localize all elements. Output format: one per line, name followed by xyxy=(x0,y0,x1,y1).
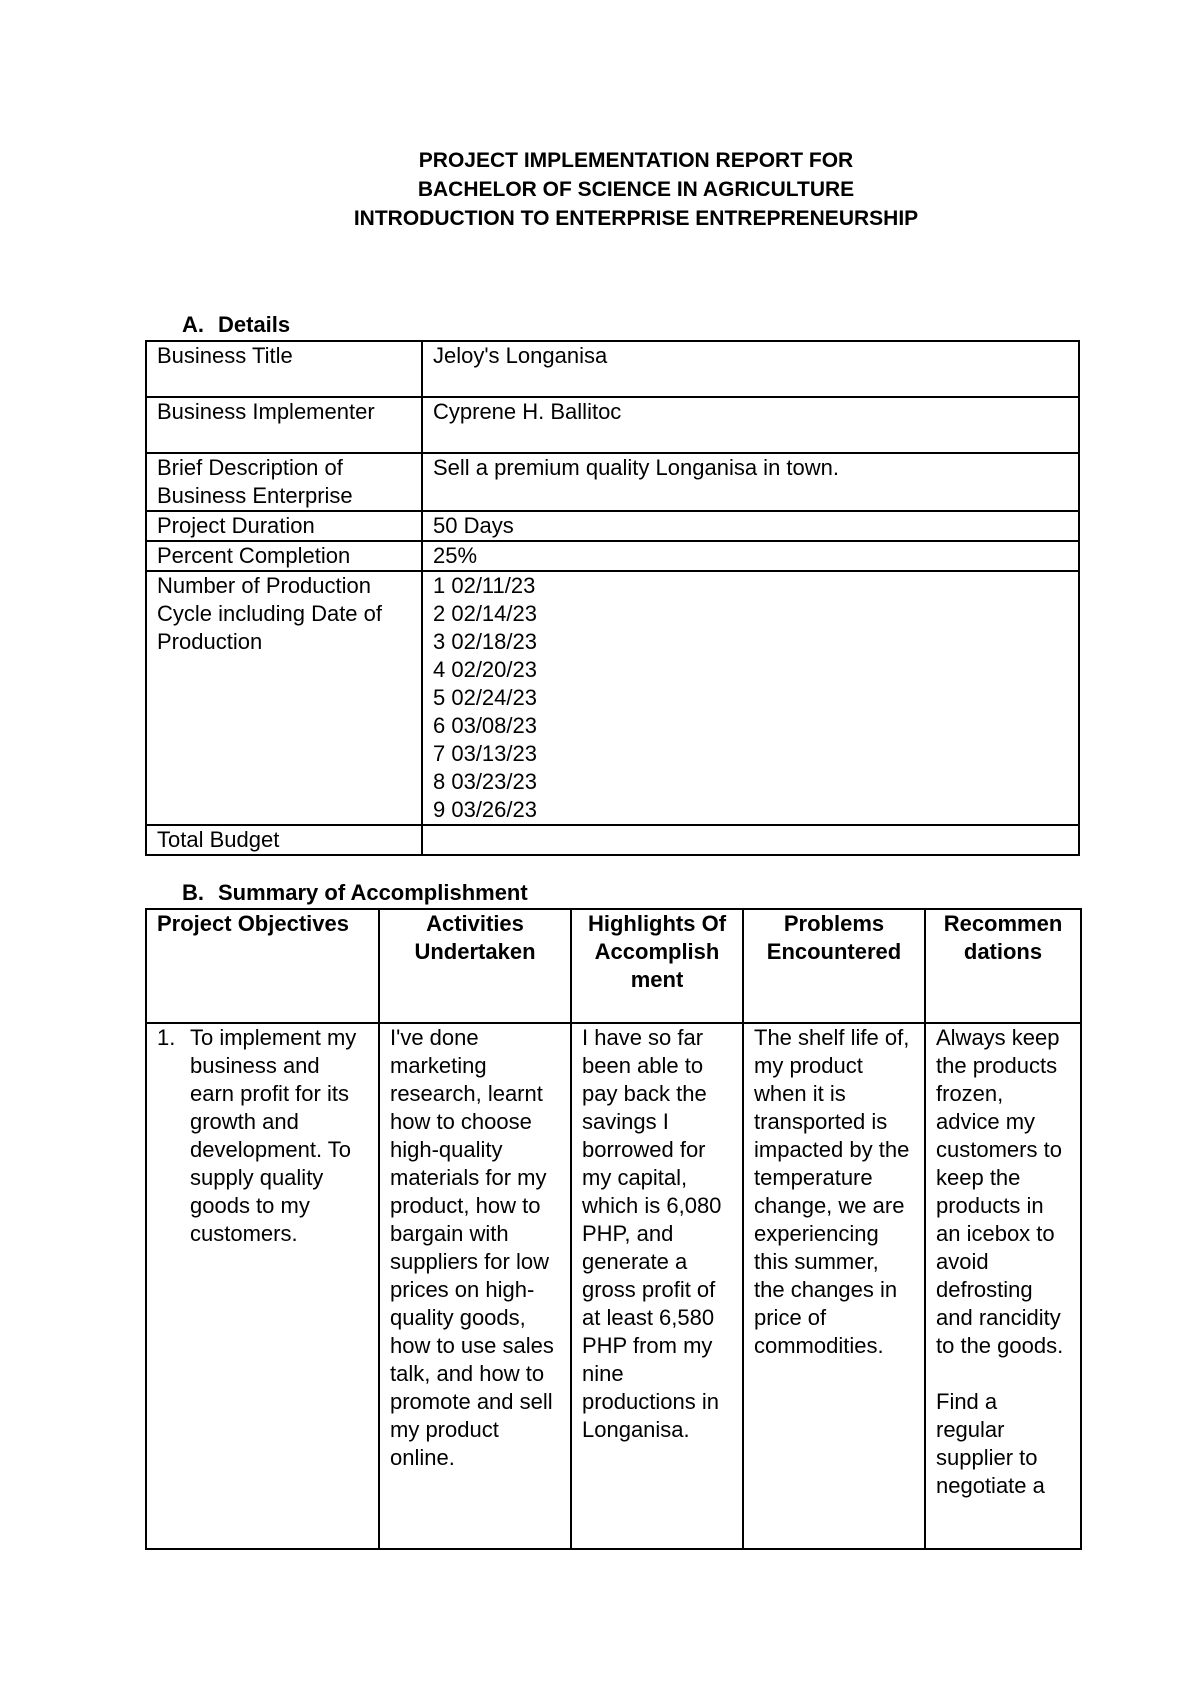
cycle-date: 7 03/13/23 xyxy=(433,741,537,766)
section-b-heading xyxy=(182,880,528,906)
implementer-value: Cyprene H. Ballitoc xyxy=(422,397,1079,453)
section-a-heading xyxy=(182,312,290,338)
recommendation-1: Always keep the products frozen, advice my customers to keep the products in an icebox to avoid defrosting and rancidity to the goods. xyxy=(936,1025,1064,1358)
implementer-label: Business Implementer xyxy=(146,397,422,453)
description-label: Brief Description of Business Enterprise xyxy=(146,453,422,511)
table-row xyxy=(146,541,1079,571)
title-line-2: BACHELOR OF SCIENCE IN AGRICULTURE xyxy=(417,178,855,201)
table-row xyxy=(146,397,1079,453)
duration-value: 50 Days xyxy=(422,511,1079,541)
paragraph-gap xyxy=(936,1360,1070,1388)
title-line-1: PROJECT IMPLEMENTATION REPORT FOR xyxy=(418,149,854,172)
cycle-date: 4 02/20/23 xyxy=(433,657,537,682)
table-row xyxy=(146,825,1079,855)
cycle-date: 9 03/26/23 xyxy=(433,797,537,822)
section-a-letter: A. xyxy=(182,312,204,337)
section-a-title: Details xyxy=(218,312,291,337)
highlights-cell: I have so far been able to pay back the savings I borrowed for my capital, which is 6,080 PHP, and generate a gross profit of at least 6,580 PHP from my nine productions in Longanisa. xyxy=(571,1023,743,1549)
duration-label: Project Duration xyxy=(146,511,422,541)
budget-value xyxy=(422,825,1079,855)
table-row xyxy=(146,511,1079,541)
completion-label: Percent Completion xyxy=(146,541,422,571)
business-title-label: Business Title xyxy=(146,341,422,397)
cycle-date: 8 03/23/23 xyxy=(433,769,537,794)
cycles-label: Number of Production Cycle including Date of Production xyxy=(146,571,422,825)
recommendations-cell xyxy=(925,1023,1081,1549)
header-recommendations: Recommen dations xyxy=(925,909,1081,1023)
header-problems: Problems Encountered xyxy=(743,909,925,1023)
objective-text: To implement my business and earn profit for its growth and development. To supply quality goods to my customers. xyxy=(190,1025,357,1246)
objective-number: 1. xyxy=(157,1025,176,1050)
cycle-date: 6 03/08/23 xyxy=(433,713,537,738)
details-table xyxy=(145,340,1080,856)
objective-list xyxy=(157,1024,368,1248)
document-title xyxy=(0,146,1200,233)
cycle-date: 5 02/24/23 xyxy=(433,685,537,710)
table-row xyxy=(146,1023,1081,1549)
section-b-letter: B. xyxy=(182,880,204,905)
table-row xyxy=(146,453,1079,511)
summary-table xyxy=(145,908,1082,1550)
section-b-title: Summary of Accomplishment xyxy=(218,880,528,905)
activities-cell: I've done marketing research, learnt how to choose high-quality materials for my product, how to bargain with suppliers for low prices on high-quality goods, how to use sales talk, and how to promote and sell my product online. xyxy=(379,1023,571,1549)
table-header-row xyxy=(146,909,1081,1023)
problems-cell: The shelf life of, my product when it is transported is impacted by the temperature change, we are experiencing this summer, the changes in price of commodities. xyxy=(743,1023,925,1549)
business-title-value: Jeloy's Longanisa xyxy=(422,341,1079,397)
cycle-date: 2 02/14/23 xyxy=(433,601,537,626)
cycles-value xyxy=(422,571,1079,825)
header-highlights: Highlights Of Accomplish ment xyxy=(571,909,743,1023)
title-line-3: INTRODUCTION TO ENTERPRISE ENTREPRENEURSHIP xyxy=(353,207,919,230)
header-objectives: Project Objectives xyxy=(146,909,379,1023)
completion-value: 25% xyxy=(422,541,1079,571)
budget-label: Total Budget xyxy=(146,825,422,855)
description-value: Sell a premium quality Longanisa in town. xyxy=(422,453,1079,511)
list-item xyxy=(157,1024,368,1248)
header-activities: Activities Undertaken xyxy=(379,909,571,1023)
table-row xyxy=(146,571,1079,825)
table-row xyxy=(146,341,1079,397)
cycle-date: 3 02/18/23 xyxy=(433,629,537,654)
recommendation-2: Find a regular supplier to negotiate a xyxy=(936,1389,1045,1498)
cycle-date: 1 02/11/23 xyxy=(433,573,536,598)
objective-cell xyxy=(146,1023,379,1549)
